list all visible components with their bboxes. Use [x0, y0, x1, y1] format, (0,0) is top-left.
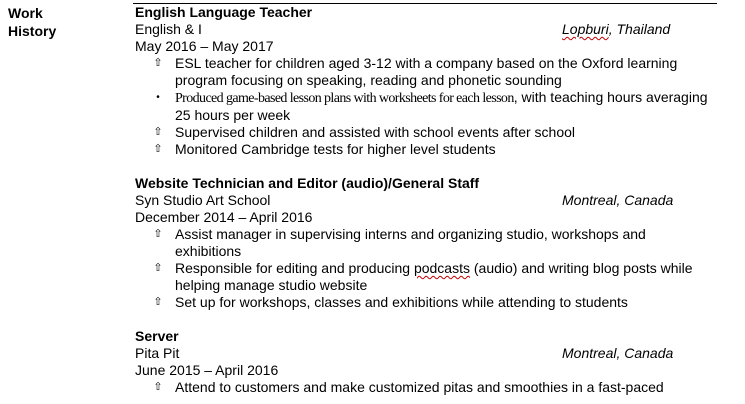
company-name: Syn Studio Art School — [135, 192, 271, 208]
arrow-bullet-icon: ⇧ — [153, 126, 163, 138]
arrow-bullet-icon: ⇧ — [153, 143, 163, 155]
job-location: Montreal, Canada — [562, 345, 674, 361]
arrow-bullet-icon: ⇧ — [153, 262, 163, 274]
location-city: Lopburi — [562, 21, 609, 37]
section-label-line2: History — [8, 23, 57, 39]
bullet-text: Responsible for editing and producing podcasts (audio) and writing blog posts while helping manage studio website — [175, 260, 693, 293]
arrow-bullet-icon: ⇧ — [153, 228, 163, 240]
job-title: English Language Teacher — [135, 4, 313, 20]
bullet-text: Set up for workshops, classes and exhibitions while attending to students — [175, 294, 628, 310]
list-item — [135, 226, 715, 260]
job-bullets — [135, 55, 715, 158]
section-label-work-history — [8, 4, 56, 40]
company-name: English & I — [135, 21, 202, 37]
arrow-bullet-icon: ⇧ — [153, 296, 163, 308]
dot-bullet-icon: • — [156, 92, 160, 103]
list-item — [135, 379, 715, 396]
arrow-bullet-icon: ⇧ — [153, 57, 163, 69]
bullet-text: Monitored Cambridge tests for higher level students — [175, 141, 496, 157]
job-bullets — [135, 226, 715, 311]
job-bullets — [135, 379, 715, 396]
company-row — [135, 345, 715, 362]
job-entry-server — [135, 328, 715, 396]
company-row — [135, 192, 715, 209]
job-title: Server — [135, 328, 179, 344]
bullet-text: ESL teacher for children aged 3-12 with a company based on the Oxford learning program focusing on speaking, reading and phonetic sounding — [175, 55, 678, 88]
bullet-text: Produced game-based lesson plans with worksheets for each lesson, with teaching hours averaging 25 hours per week — [175, 89, 708, 123]
location-country: Thailand — [616, 21, 671, 37]
bullet-text: Assist manager in supervising interns and organizing studio, workshops and exhibitions — [175, 226, 646, 259]
list-item — [135, 55, 715, 89]
bullet-text: Supervised children and assisted with school events after school — [175, 124, 575, 140]
job-dates: June 2015 – April 2016 — [135, 362, 279, 378]
list-item — [135, 89, 715, 124]
bullet-text: Attend to customers and make customized pitas and smoothies in a fast-paced — [175, 379, 664, 395]
section-label-line1: Work — [8, 5, 43, 21]
list-item — [135, 141, 715, 158]
company-row — [135, 21, 715, 38]
job-dates: May 2016 – May 2017 — [135, 38, 274, 54]
job-title: Website Technician and Editor (audio)/General Staff — [135, 175, 480, 191]
job-location: Montreal, Canada — [562, 192, 674, 208]
job-location: Lopburi, Thailand — [562, 21, 671, 37]
list-item — [135, 124, 715, 141]
arrow-bullet-icon: ⇧ — [153, 381, 163, 393]
list-item — [135, 294, 715, 311]
list-item — [135, 260, 715, 294]
job-dates: December 2014 – April 2016 — [135, 209, 313, 225]
company-name: Pita Pit — [135, 345, 180, 361]
job-entry-english-teacher — [135, 4, 715, 158]
job-entry-website-technician — [135, 175, 715, 311]
